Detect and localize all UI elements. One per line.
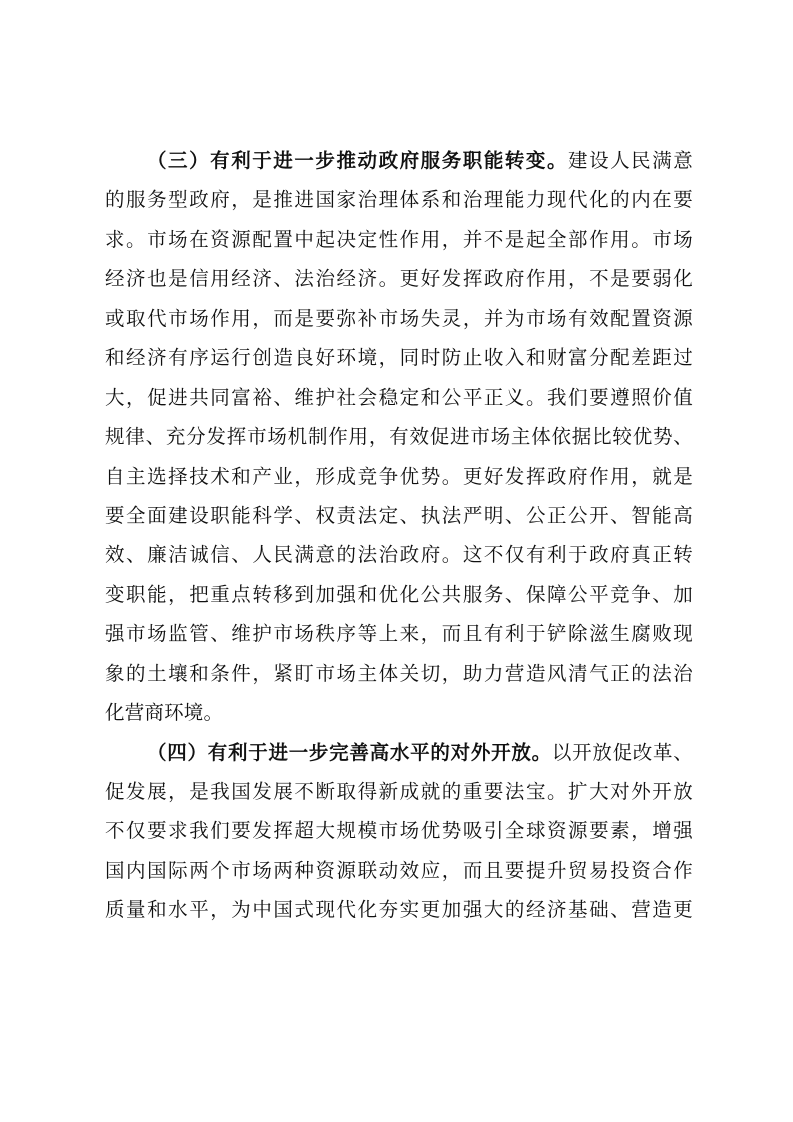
body-text [105,141,693,930]
paragraph-line [105,733,693,772]
paragraph-line: 变职能，把重点转移到加强和优化公共服务、保障公平竞争、加 [105,582,693,606]
paragraph-line: 或取代市场作用，而是要弥补市场失灵，并为市场有效配置资源 [105,306,693,330]
paragraph-line: 不仅要求我们要发挥超大规模市场优势吸引全球资源要素，增强 [105,819,693,843]
paragraph-line: 和经济有序运行创造良好环境，同时防止收入和财富分配差距过 [105,346,693,370]
section-heading: （三）有利于进一步推动政府服务职能转变。 [147,149,569,172]
paragraph-line: 促发展，是我国发展不断取得新成就的重要法宝。扩大对外开放 [105,780,693,803]
paragraph-line: 效、廉洁诚信、人民满意的法治政府。这不仅有利于政府真正转 [105,543,693,567]
paragraph-line: 大，促进共同富裕、维护社会稳定和公平正义。我们要遵照价值 [105,385,693,409]
paragraph-text: 以开放促改革、 [551,740,693,764]
paragraph-line: 的服务型政府，是推进国家治理体系和治理能力现代化的内在要 [105,188,693,212]
paragraph-text: 建设人民满意 [568,149,693,172]
paragraph-line: 求。市场在资源配置中起决定性作用，并不是起全部作用。市场 [105,227,693,251]
paragraph-line: 规律、充分发挥市场机制作用，有效促进市场主体依据比较优势、 [105,425,693,449]
paragraph-line: 化营商环境。 [105,701,224,725]
paragraph-line: 自主选择技术和产业，形成竞争优势。更好发挥政府作用，就是 [105,464,693,488]
paragraph-line: 经济也是信用经济、法治经济。更好发挥政府作用，不是要弱化 [105,267,693,291]
paragraph-line: 质量和水平，为中国式现代化夯实更加强大的经济基础、营造更 [105,898,693,922]
paragraph-line: 要全面建设职能科学、权责法定、执法严明、公正公开、智能高 [105,503,693,527]
paragraph-line: 国内国际两个市场两种资源联动效应，而且要提升贸易投资合作 [105,858,693,882]
paragraph-line: 强市场监管、维护市场秩序等上来，而且有利于铲除滋生腐败现 [105,622,693,646]
paragraph-line: 象的土壤和条件，紧盯市场主体关切，助力营造风清气正的法治 [105,661,693,685]
section-heading: （四）有利于进一步完善高水平的对外开放。 [147,740,552,764]
paragraph-line [105,141,693,180]
